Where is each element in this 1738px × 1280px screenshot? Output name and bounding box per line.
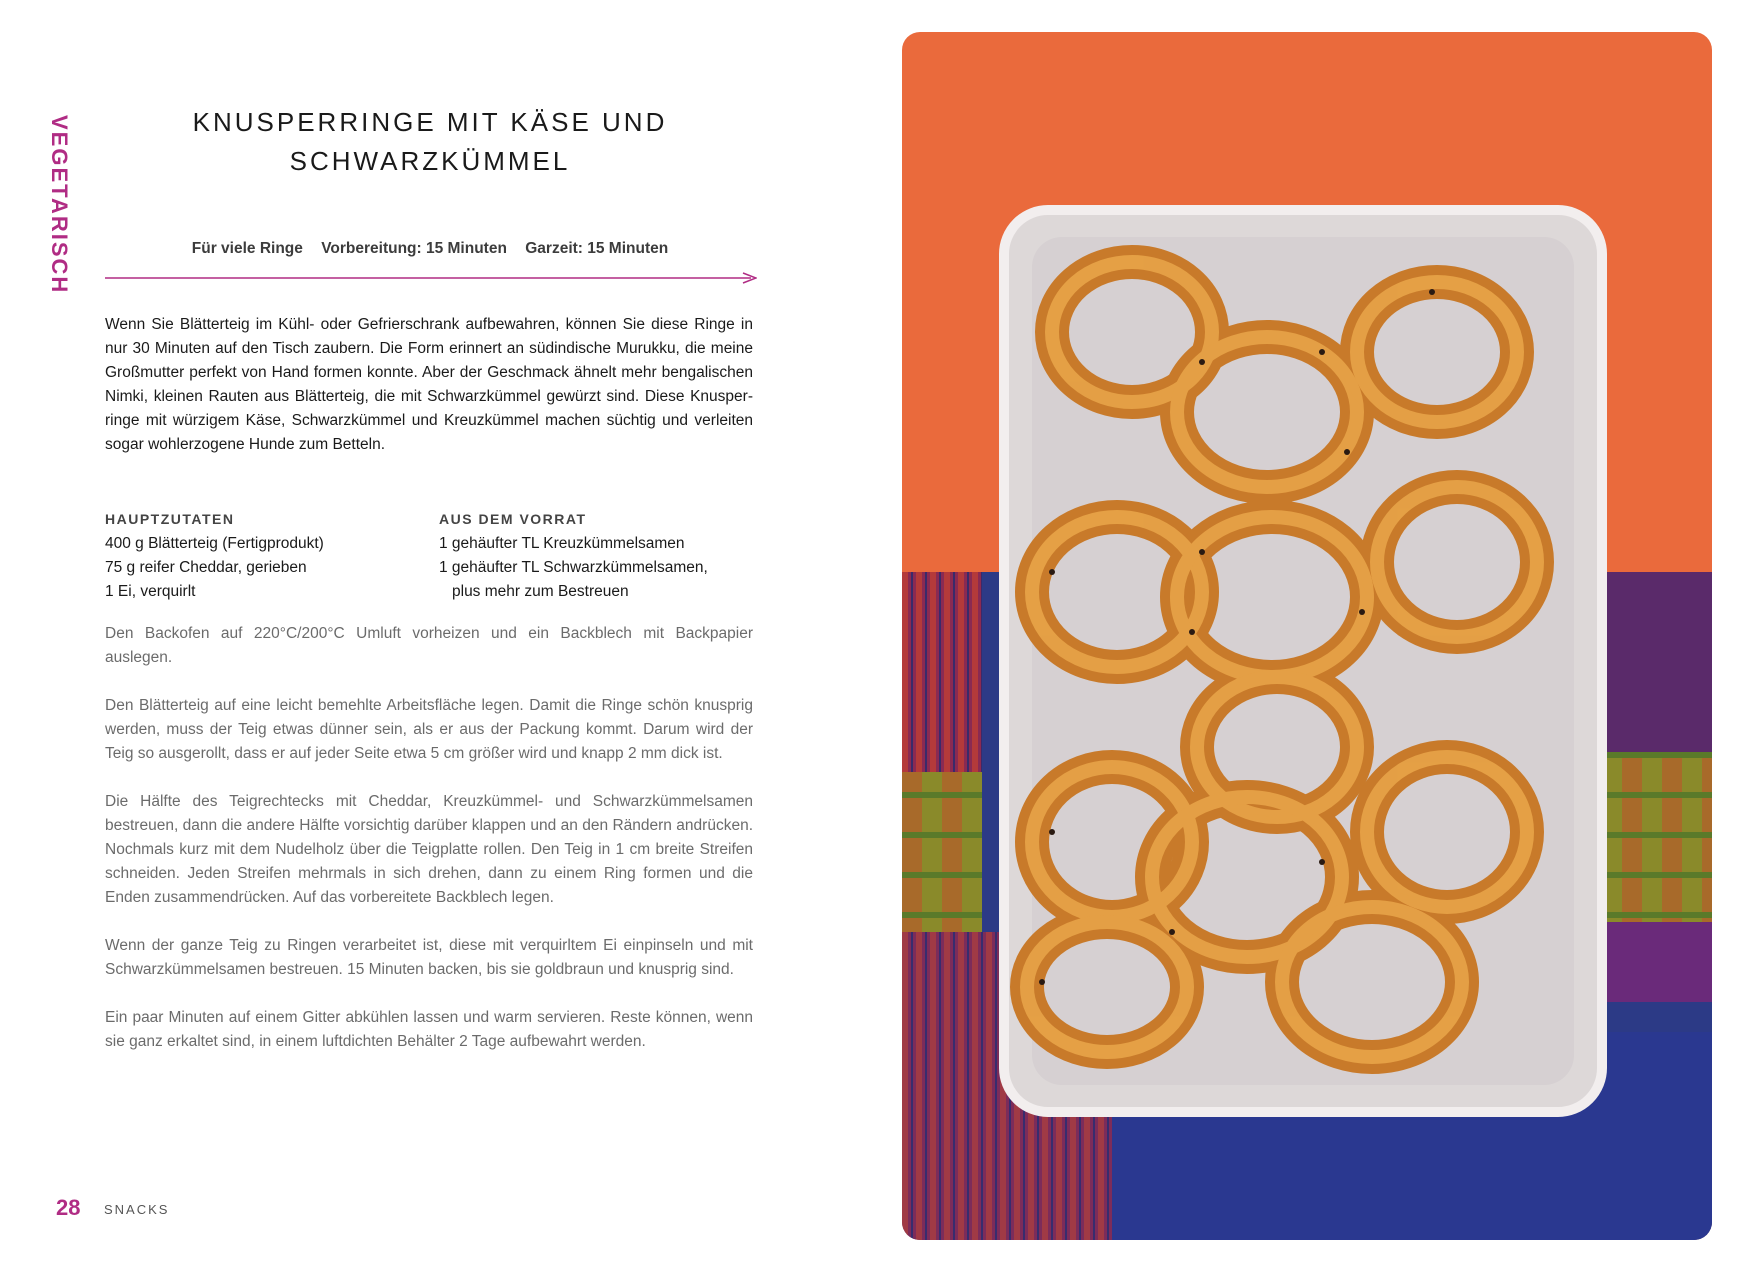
meta-cook-time: Garzeit: 15 Minuten	[525, 240, 669, 257]
recipe-meta	[105, 240, 755, 258]
section-name: SNACKS	[104, 1202, 170, 1217]
recipe-photo	[902, 32, 1712, 1240]
recipe-title	[105, 103, 755, 181]
method-step: Wenn der ganze Teig zu Ringen verarbeitet ist, diese mit verquirltem Ei einpinseln und mit Schwarzkümmelsamen bestreuen. 15 Minuten backen, bis sie goldbraun und knusprig sind.	[105, 937, 753, 978]
ingredients-main-heading: HAUPTZUTATEN	[105, 511, 235, 527]
ingredient-item: 1 gehäufter TL Kreuzkümmelsamen	[439, 535, 685, 552]
ingredient-item: 400 g Blätterteig (Fertigprodukt)	[105, 535, 324, 552]
arrow-divider	[105, 272, 757, 284]
method-step: Den Blätterteig auf eine leicht bemehlte Arbeitsfläche legen. Damit die Ringe schön knusprig werden, muss der Teig etwas dünner sein, als er aus der Packung kommt. Darum wird der Teig so ausgerollt, dass er auf jeder Seite etwa 5 cm größer wird und knapp 2 mm dick ist.	[105, 697, 753, 762]
meta-prep-time: Vorbereitung: 15 Minuten	[321, 240, 507, 257]
method-step: Den Backofen auf 220°C/200°C Umluft vorheizen und ein Backblech mit Backpapier auslegen.	[105, 625, 753, 666]
ingredient-item: 1 Ei, verquirlt	[105, 583, 196, 600]
ingredient-item: 75 g reifer Cheddar, gerieben	[105, 559, 307, 576]
page-number: 28	[56, 1195, 81, 1220]
meta-yield: Für viele Ringe	[191, 240, 303, 257]
recipe-title-line-1: KNUSPERRINGE MIT KÄSE UND	[192, 107, 668, 137]
ingredient-item: 1 gehäufter TL Schwarzkümmelsamen,	[439, 559, 708, 576]
ingredients-pantry-heading: AUS DEM VORRAT	[439, 511, 587, 527]
section-tab-vegetarisch: VEGETARISCH	[47, 115, 72, 295]
method-step: Die Hälfte des Teigrechtecks mit Cheddar, Kreuzkümmel- und Schwarzkümmelsamen bestreuen, dann die andere Hälfte vorsichtig darüber klappen und an den Rändern andrücken. Nochmals kurz mit dem Nudelholz über die Teigplatte rollen. Den Teig in 1 cm breite Streifen schneiden. Jeden Streifen mehrmals in sich drehen, dann zu einem Ring formen und die Enden zusammendrücken. Auf das vorbereitete Backblech legen.	[105, 793, 753, 906]
method-steps	[105, 622, 753, 1078]
recipe-intro: Wenn Sie Blätterteig im Kühl- oder Gefrierschrank aufbewahren, können Sie diese Ringe in nur 30 Minuten auf den Tisch zaubern. Die Form erinnert an südindische Murukku, die meine Großmutter perfekt von Hand formen konnte. Aber der Geschmack ähnelt mehr bengalischen Nimki, kleinen Rauten aus Blätterteig, die mit Schwarzkümmel gewürzt sind. Diese Knusper-ringe mit würzigem Käse, Schwarzkümmel und Kreuzkümmel machen süchtig und verleiten sogar wohlerzogene Hunde zum Betteln.	[105, 316, 753, 453]
ingredients-pantry	[439, 507, 759, 604]
ingredients-main	[105, 507, 425, 604]
ingredient-item: plus mehr zum Bestreuen	[452, 583, 629, 600]
photo-illustration	[902, 32, 1712, 1240]
method-step: Ein paar Minuten auf einem Gitter abkühlen lassen und warm servieren. Reste können, wenn sie ganz erkaltet sind, in einem luftdichten Behälter 2 Tage aufbewahrt werden.	[105, 1009, 753, 1050]
recipe-title-line-2: SCHWARZKÜMMEL	[289, 146, 571, 176]
